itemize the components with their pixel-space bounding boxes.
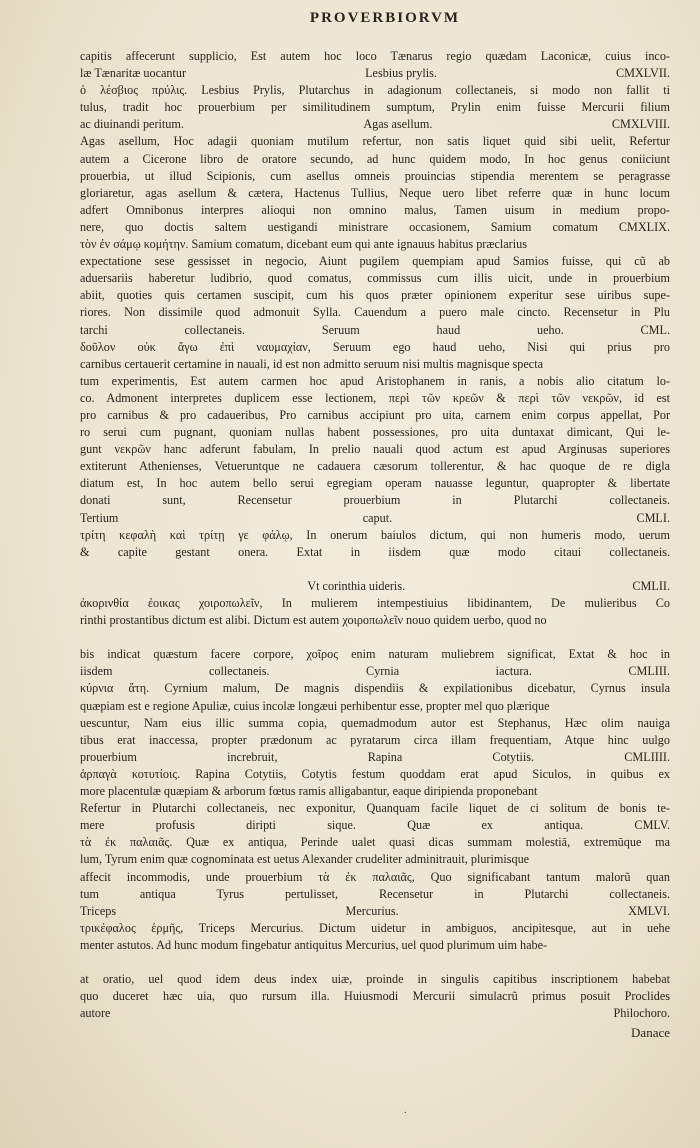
text-line-58	[80, 1022, 670, 1039]
text-line-2: læ Tænaritæ uocantur Lesbius prylis. CMXLVII.	[80, 66, 670, 81]
text-line-17: tarchi collectaneis. Seruum haud ueho. CML.	[80, 322, 670, 337]
text-line-20: tum experimentis, Est autem carmen hoc apud Aristophanem in ranis, a nobis alio citatum lo-	[80, 373, 670, 388]
text-line-23: ro serui cum pugnant, quoniam nullas habent possessiones, pro uita duntaxat dimicant, Qui le-	[80, 425, 670, 440]
text-line-3: ὁ λέσβιος πρύλις. Lesbius Prylis, Plutarchus in adagionum collectaneis, si modo non fallit ti	[80, 83, 670, 98]
signature-mark: .	[404, 1105, 407, 1116]
text-line-15: abiit, quoties quis certamen suscipit, cum his quos præter opinionem experitur sese uiribus supe-	[80, 288, 670, 303]
text-line-50: tum antiqua Tyrus pertulisset, Recensetur in Plutarchi collectaneis.	[80, 886, 670, 901]
text-line-11: nere, quo doctis saltem uestigandi ministrare occasionem, Samium comatum CMXLIX.	[80, 219, 670, 234]
text-line-52: τρικέφαλος ἑρμῆς, Triceps Mercurius. Dictum uidetur in ambiguos, ancipitesque, aut in uehe	[80, 920, 670, 935]
text-line-4: tulus, tradit hoc prouerbium per similitudinem sumptum, Prylin enim fuisse Mercurii filium	[80, 100, 670, 115]
text-line-49: affecit incommodis, unde prouerbium τὰ ἐκ παλαιᾶς, Quo significabant tantum malorũ quan	[80, 869, 670, 884]
text-line-9: gloriaretur, agas asellum & cætera, Hactenus Tullius, Neque uero libet referre quæ in hunc locum	[80, 185, 670, 200]
running-header: PROVERBIORVM	[309, 10, 461, 26]
text-line-37: iisdem collectaneis. Cyrnia iactura. CMLIII.	[80, 664, 670, 679]
page-text	[80, 48, 670, 1057]
text-line-5: ac diuinandi peritum. Agas asellum. CMXLVIII.	[80, 117, 670, 132]
text-line-57: autore Philochoro.	[80, 1006, 670, 1021]
text-line-19: carnibus certauerit certamine in nauali, id est non admitto seruum nisi multis magnisque specta	[80, 356, 544, 371]
text-line-30: & capite gestant onera. Extat in iisdem quæ modo citaui collectaneis.	[80, 544, 670, 559]
text-line-46: mere profusis diripti sique. Quæ ex antiqua. CMLV.	[80, 818, 670, 833]
text-line-1: capitis affecerunt supplicio, Est autem hoc loco Tænarus regio quædam Laconicæ, cuius inco-	[80, 49, 670, 63]
text-line-43: ἁρπαγὰ κοτυτίοις. Rapina Cotytiis, Cotytis festum quoddam erat apud Siculos, in quibus ex	[80, 766, 670, 781]
text-line-26: diatum est, In hoc autem bello serui egregiam operam nauasse leguntur, quapropter & libertate	[80, 476, 670, 491]
text-line-31	[80, 561, 670, 578]
text-line-38: κύρνια ἄτη. Cyrnium malum, De magnis dispendiis & expilationibus dicebatur, Cyrnus insula	[80, 681, 670, 696]
text-line-56: quo duceret hæc uia, quo rursum illa. Huiusmodi Mercurii simulacrũ primus posuit Proclides	[80, 989, 670, 1004]
catchword: Danace	[631, 1025, 670, 1040]
text-line-35	[80, 629, 670, 646]
text-line-32: Vt corinthia uideris. CMLII.	[307, 578, 670, 593]
text-line-7: autem a Cicerone libro de oratore secundo, ad hunc quidem modo, In hoc genus coniiciunt	[80, 151, 670, 166]
text-line-36: bis indicat quæstum facere corpore, χοῖρος enim naturam muliebrem significat, Extat & hoc in	[80, 647, 670, 662]
text-line-16: riores. Non dissimile quod admonuit Sylla. Cauendum a puero male cincto. Recensetur in Plu	[80, 305, 670, 320]
text-line-53: menter astutos. Ad hunc modum fingebatur antiquitus Mercurius, uel quod plurimum uim habe-	[80, 937, 548, 952]
text-line-6: Agas asellum, Hoc adagii quoniam mutilum refertur, non satis liquet quid sibi uelit, Refertur	[80, 134, 670, 149]
text-line-27: donati sunt, Recensetur prouerbium in Plutarchi collectaneis.	[80, 493, 670, 508]
text-line-25: extiterunt Athenienses, Vetueruntque ne cadauera cæsorum tollerentur, & hac quoque de re digla	[80, 459, 670, 474]
text-line-33: ἀκορινθία ἐοικας χοιροπωλεῖν, In mulierem intempestiuius libidinantem, De mulieribus Co	[80, 596, 670, 610]
text-line-12: τὸν ἐν σάμῳ κομήτην. Samium comatum, dicebant eum qui ante ignauus habitus præclarius	[80, 237, 527, 252]
text-line-45: Refertur in Plutarchi collectaneis, nec exponitur, Quanquam facile liquet de ci solitum de bonis te-	[80, 801, 670, 816]
text-line-29: τρίτη κεφαλὴ καὶ τρίτῃ γε φάλῳ, In onerum baiulos dictum, qui non humeris modo, uerum	[80, 527, 670, 542]
text-line-14: aduersariis haberetur ludibrio, quod comatus, commissus cum illis uicit, unde in prouerbium	[80, 271, 670, 286]
text-line-59	[80, 1039, 670, 1056]
text-line-54	[80, 954, 670, 971]
text-line-28: Tertium caput. CMLI.	[80, 510, 670, 525]
text-line-22: pro carnibus & pro cadaueribus, Pro carnibus accipiunt pro uita, carnem enim corpus appellat, Por	[80, 407, 670, 422]
text-line-42: prouerbium increbruit, Rapina Cotytiis. CMLIIII.	[80, 749, 670, 764]
text-line-47: τὰ ἐκ παλαιᾶς. Quæ ex antiqua, Perinde ualet quasi dicas summam molestiā, extremūque ma	[80, 835, 670, 850]
text-line-13: expectatione sese gessisset in negocio, Aiunt pugilem quempiam apud Samios fuisse, qui cũ ab	[80, 254, 670, 269]
text-line-24: gunt νεκρῶν hanc adferunt fabulam, In prelio nauali quod actum est apud Arginusas superiores	[80, 442, 670, 457]
text-line-34: rinthi prostantibus dictum est alibi. Dictum est autem χοιροπωλεῖν nouo quidem uerbo, quod no	[80, 613, 547, 628]
text-line-41: tibus erat inaccessa, propter prædonum ac pyratarum circa illam frequentiam, Atque hinc uulgo	[80, 732, 670, 747]
text-line-44: more placentulæ quæpiam & arborum fœtus ramis alligabantur, eaque diripienda proponebant	[80, 784, 538, 799]
text-line-55: at oratio, uel quod idem deus index uiæ, proinde in singulis capitibus inscriptionem habebat	[80, 972, 670, 987]
text-line-39: quæpiam est e regione Apuliæ, cuius incolæ longæui perhibentur esse, propter mel quo plærique	[80, 698, 550, 713]
text-line-21: co. Admonent interpretes duplicem esse lectionem, περὶ τῶν κρεῶν & περὶ τῶν νεκρῶν, id est	[80, 390, 670, 405]
text-line-8: prouerbia, ut illud Scipionis, cum asellus omneis prouincias stipendia merentem se peragrasse	[80, 168, 670, 183]
text-line-10: adfert Omnibonus interpres alioqui non omnino malus, Tamen uisum in medium propo-	[80, 202, 670, 217]
text-line-51: Triceps Mercurius. XMLVI.	[80, 903, 670, 918]
text-line-48: lum, Tyrum enim quæ cognominata est uetus Alexander crudeliter adminitrauit, plurimisque	[80, 852, 530, 867]
text-line-18: δοῦλον οὐκ ἄγω ἐπὶ ναυμαχίαν, Seruum ego haud ueho, Nisi qui prius pro	[80, 339, 670, 354]
text-line-40: uescuntur, Nam eius illic summa copia, quemadmodum autor est Stephanus, Hæc olim nauiga	[80, 715, 670, 730]
